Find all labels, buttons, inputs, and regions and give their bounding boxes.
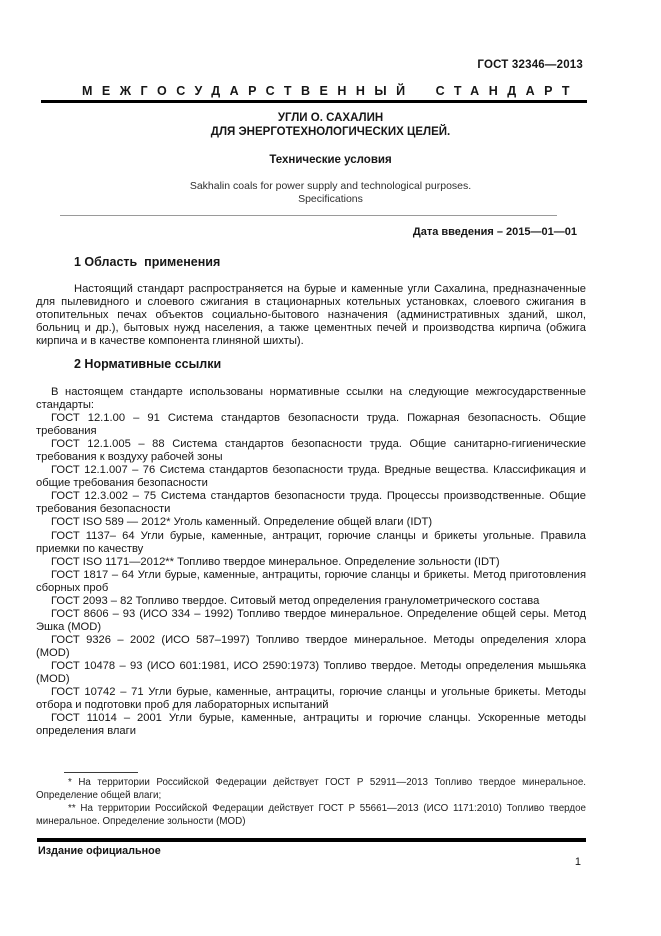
document-title-ru bbox=[0, 112, 661, 139]
title-en-line-1: Sakhalin coals for power supply and technological purposes. bbox=[189, 180, 472, 192]
reference-item: ГОСТ 12.1.005 – 88 Система стандартов безопасности труда. Общие санитарно-гигиенические требования к воздуху рабочей зоны bbox=[36, 438, 586, 464]
header-rule bbox=[41, 100, 587, 103]
document-title-en bbox=[0, 180, 661, 205]
footnote-separator-rule bbox=[64, 772, 138, 773]
title-divider-rule bbox=[60, 215, 557, 216]
reference-item: ГОСТ 12.1.007 – 76 Система стандартов безопасности труда. Вредные вещества. Классификация и общие требования безопасности bbox=[36, 464, 586, 490]
document-subtitle: Технические условия bbox=[269, 154, 392, 166]
title-ru-line-1: УГЛИ О. САХАЛИН bbox=[277, 112, 384, 124]
section-2-heading: 2 Нормативные ссылки bbox=[74, 357, 222, 371]
reference-item: ГОСТ 1137– 64 Угли бурые, каменные, антрацит, горючие сланцы и брикеты угольные. Правила приемки по качеству bbox=[36, 529, 586, 555]
footnote-item: ** На территории Российской Федерации действует ГОСТ Р 55661—2013 (ИСО 1171:2010) Топливо твердое минеральное. Определение зольности (MOD) bbox=[36, 802, 586, 827]
edition-official-label: Издание официальное bbox=[38, 845, 161, 857]
footnote-item: * На территории Российской Федерации действует ГОСТ Р 52911—2013 Топливо твердое минеральное. Определение общей влаги; bbox=[36, 777, 586, 801]
reference-item: ГОСТ 8606 – 93 (ИСО 334 – 1992) Топливо твердое минеральное. Определение общей серы. Метод Эшка (MOD) bbox=[36, 607, 586, 633]
reference-item: ГОСТ ISO 1171—2012** Топливо твердое минеральное. Определение зольности (IDT) bbox=[51, 555, 500, 568]
introduction-date: Дата введения – 2015—01—01 bbox=[412, 226, 577, 238]
reference-item: ГОСТ 12.3.002 – 75 Система стандартов безопасности труда. Процессы производственные. Общие требования безопасности bbox=[36, 490, 586, 516]
footer-rule bbox=[37, 838, 586, 842]
reference-item: ГОСТ 12.1.00 – 91 Система стандартов безопасности труда. Пожарная безопасность. Общие требования bbox=[36, 412, 586, 438]
reference-item: ГОСТ 11014 – 2001 Угли бурые, каменные, антрациты и горючие сланцы. Ускоренные методы определения влаги bbox=[36, 712, 586, 738]
normative-references-list bbox=[36, 386, 586, 738]
reference-item: ГОСТ 2093 – 82 Топливо твердое. Ситовый метод определения гранулометрического состава bbox=[51, 594, 540, 607]
footnotes-block bbox=[36, 777, 586, 829]
references-intro: В настоящем стандарте использованы нормативные ссылки на следующие межгосударственные стандарты: bbox=[36, 386, 586, 412]
title-ru-line-2: ДЛЯ ЭНЕРГОТЕХНОЛОГИЧЕСКИХ ЦЕЛЕЙ. bbox=[210, 125, 451, 138]
reference-item: ГОСТ 9326 – 2002 (ИСО 587–1997) Топливо твердое минеральное. Методы определения хлора (MOD) bbox=[36, 633, 586, 659]
standard-code: ГОСТ 32346—2013 bbox=[477, 59, 583, 71]
reference-item: ГОСТ 10742 – 71 Угли бурые, каменные, антрациты, горючие сланцы и угольные брикеты. Методы отбора и подготовки проб для лабораторных испытаний bbox=[36, 686, 586, 712]
section-1-heading: 1 Область применения bbox=[74, 255, 221, 269]
reference-item: ГОСТ 1817 – 64 Угли бурые, каменные, антрациты, горючие сланцы и брикеты. Метод приготовления сборных проб bbox=[36, 568, 586, 594]
reference-item: ГОСТ 10478 – 93 (ИСО 601:1981, ИСО 2590:1973) Топливо твердое. Методы определения мышьяка (MOD) bbox=[36, 659, 586, 686]
reference-item: ГОСТ ISO 589 — 2012* Уголь каменный. Определение общей влаги (IDT) bbox=[51, 516, 433, 529]
title-en-line-2: Specifications bbox=[298, 192, 363, 205]
standard-type-label: МЕЖГОСУДАРСТВЕННЫЙ СТАНДАРТ bbox=[82, 84, 579, 98]
section-1-paragraph: Настоящий стандарт распространяется на бурые и каменные угли Сахалина, предназначенные для пылевидного и слоевого сжигания в стационарных котельных установках, слоевого сжигания в отопительных печах объектов социально-бытового назначения (административных зданий, школ, больниц и др.), бытовых нужд населения, а также цементных печей и производства кирпича (обжига кирпича и в качестве компонента глиняной шихты). bbox=[36, 283, 586, 347]
page-number: 1 bbox=[574, 856, 581, 868]
